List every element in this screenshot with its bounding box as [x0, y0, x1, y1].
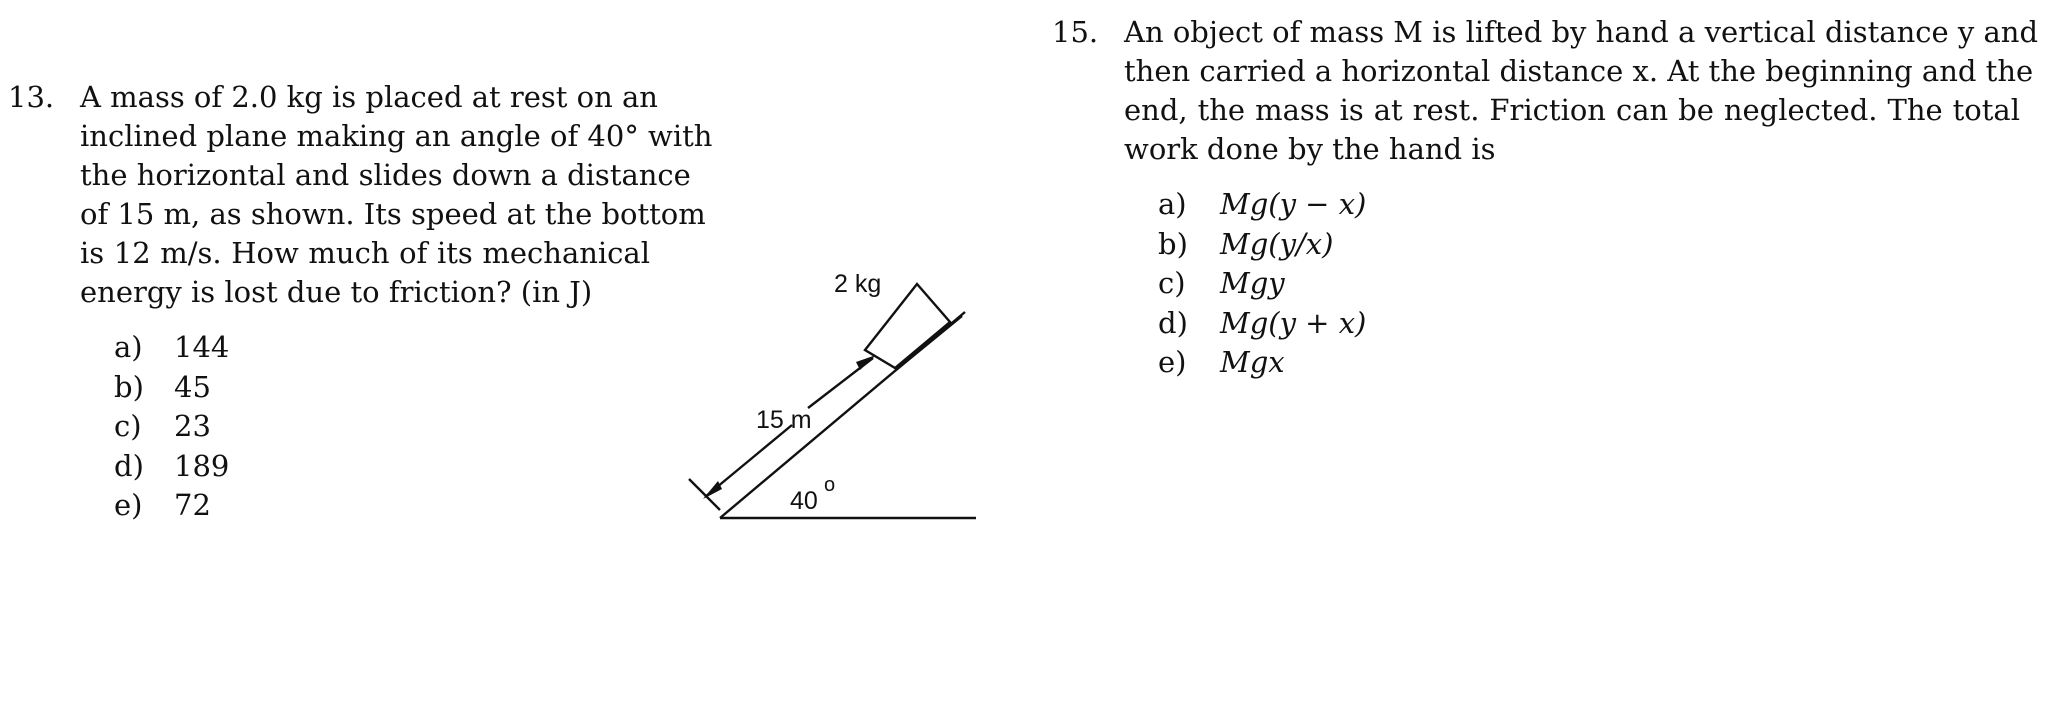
statement-line: A mass of 2.0 kg is placed at rest on an: [80, 80, 658, 114]
degree-symbol: o: [824, 474, 836, 496]
statement-line: is 12 m/s. How much of its mechanical: [80, 236, 650, 270]
problem-statement: [1124, 13, 2039, 169]
choice-text: Mg(y + x): [1220, 305, 1367, 340]
mass-label: 2 kg: [834, 270, 882, 298]
problem-statement: [80, 78, 713, 312]
statement-line: end, the mass is at rest. Friction can be neglected. The total: [1124, 93, 2020, 127]
statement-line: inclined plane making an angle of 40° with: [80, 119, 713, 153]
choice-letter: d): [114, 448, 144, 483]
choice-text: Mgx: [1220, 345, 1285, 379]
choice-letter: b): [114, 369, 144, 404]
choice-letter: c): [1158, 266, 1186, 300]
choice-text: 72: [174, 488, 211, 522]
choice-letter: a): [114, 330, 143, 364]
choice-letter: d): [1158, 305, 1188, 340]
choice-letter: c): [114, 409, 142, 443]
problem-number: 13.: [8, 80, 55, 114]
arrowhead-top: [856, 355, 876, 370]
choice-letter: e): [1158, 345, 1187, 379]
choice-text: Mgy: [1220, 266, 1285, 300]
distance-label: 15 m: [756, 406, 812, 434]
choice-text: 189: [174, 448, 230, 483]
choice-letter: e): [114, 488, 143, 522]
choice-text: 45: [174, 369, 211, 404]
problem-number: 15.: [1052, 15, 1099, 49]
arrowhead-bottom: [703, 481, 722, 499]
angle-label: 40: [790, 487, 818, 515]
choice-text: Mg(y/x): [1220, 226, 1334, 261]
statement-line: work done by the hand is: [1124, 132, 1496, 166]
statement-line: energy is lost due to friction? (in J): [80, 275, 593, 309]
inclined-plane-figure: [680, 255, 1000, 535]
choice-text: 23: [174, 409, 211, 443]
choice-text: Mg(y − x): [1220, 187, 1367, 221]
distance-left-tick: [689, 479, 720, 510]
choice-letter: b): [1158, 226, 1188, 261]
statement-line: of 15 m, as shown. Its speed at the bottom: [80, 197, 706, 231]
statement-line: then carried a horizontal distance x. At the beginning and the: [1124, 54, 2034, 88]
statement-line: An object of mass M is lifted by hand a vertical distance y and: [1124, 15, 2039, 49]
choice-letter: a): [1158, 187, 1187, 221]
incline-surface-double: [896, 316, 962, 370]
choice-text: 144: [174, 330, 230, 364]
statement-line: the horizontal and slides down a distance: [80, 158, 691, 192]
